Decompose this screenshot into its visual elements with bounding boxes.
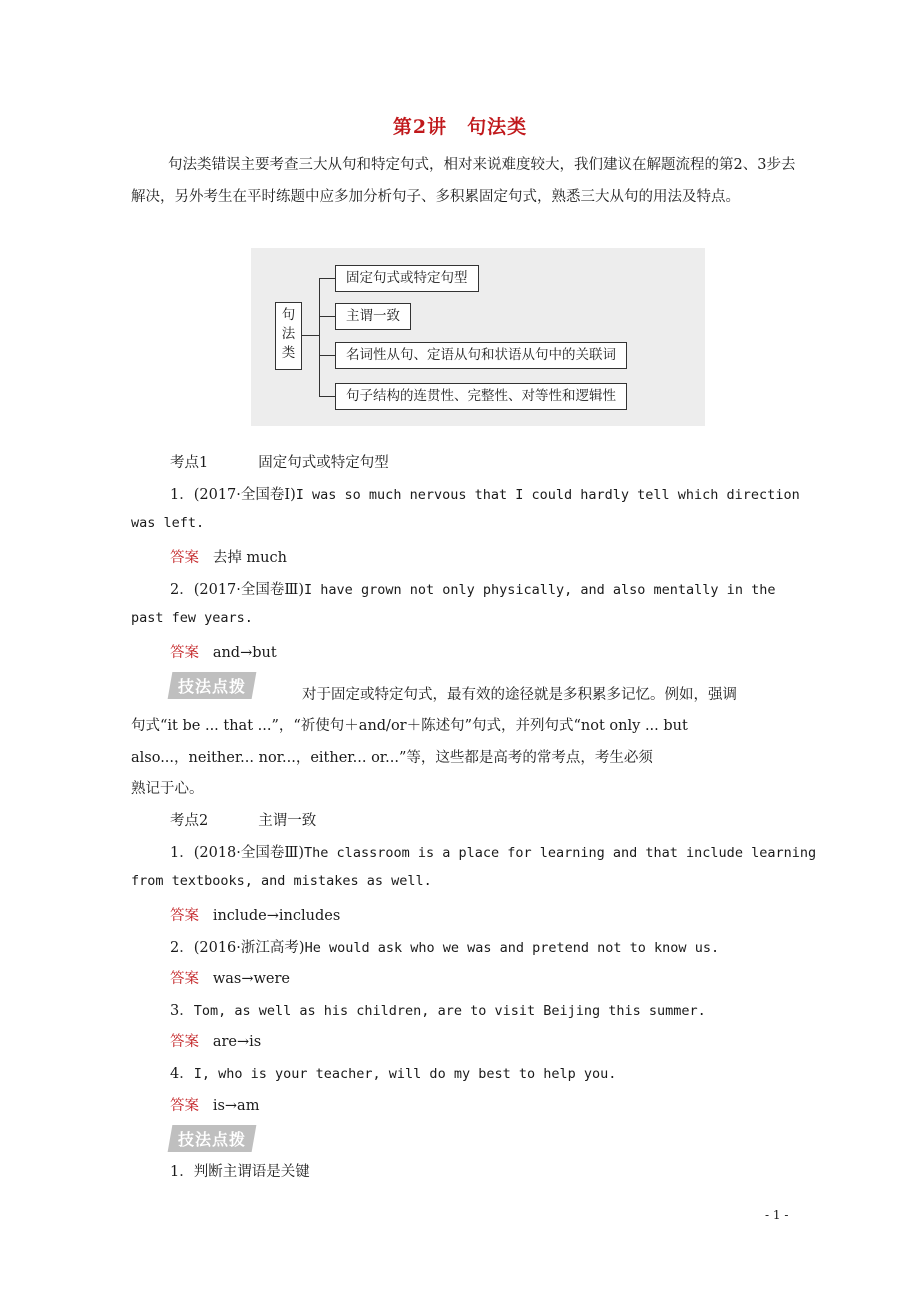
topic-heading-2: 考点2 主谓一致 (170, 813, 317, 829)
tip-badge: 技法点拨 (168, 1125, 257, 1152)
tip-line: 句式“it be ... that ...”，“祈使句＋and/or＋陈述句”句式，并列句式“not only ... but (131, 718, 688, 734)
connector-line (302, 335, 319, 336)
question-line: 2．(2017·全国卷Ⅲ)I have grown not only physically, and also mentally in the (170, 582, 776, 598)
diagram-branch: 句子结构的连贯性、完整性、对等性和逻辑性 (335, 383, 627, 410)
connector-line (319, 355, 335, 356)
connector-line (319, 278, 335, 279)
connector-line (319, 396, 335, 397)
diagram-branch: 固定句式或特定句型 (335, 265, 479, 292)
answer-line: 答案 was→were (170, 971, 290, 987)
page-title: 第2讲 句法类 (392, 116, 528, 138)
connector-line (319, 278, 320, 396)
question-line: 1．(2017·全国卷Ⅰ)I was so much nervous that I could hardly tell which direction (170, 487, 800, 503)
diagram-root-box: 句 法 类 (275, 302, 302, 370)
question-line: 4．I, who is your teacher, will do my best to help you. (170, 1066, 617, 1082)
intro-paragraph: 句法类错误主要考查三大从句和特定句式，相对来说难度较大，我们建议在解题流程的第2、3步去解决，另外考生在平时练题中应多加分析句子、多积累固定句式，熟悉三大从句的用法及特点。 (131, 157, 796, 205)
tip-line: 1．判断主谓语是关键 (170, 1164, 310, 1180)
diagram-branch: 名词性从句、定语从句和状语从句中的关联词 (335, 342, 627, 369)
answer-line: 答案 and→but (170, 645, 277, 661)
tip-line: 熟记于心。 (131, 781, 204, 797)
answer-line: 答案 is→am (170, 1098, 260, 1114)
connector-line (319, 316, 335, 317)
question-line: 3．Tom, as well as his children, are to visit Beijing this summer. (170, 1003, 706, 1019)
topic-heading-1: 考点1 固定句式或特定句型 (170, 455, 389, 471)
tip-badge: 技法点拨 (168, 672, 257, 699)
tip-line: also...，neither... nor...，either... or...”等，这些都是高考的常考点，考生必须 (131, 750, 653, 766)
question-line: from textbooks, and mistakes as well. (131, 873, 432, 889)
question-line: past few years. (131, 610, 253, 626)
tip-line: 对于固定或特定句式，最有效的途径就是多积累多记忆。例如，强调 (302, 687, 737, 703)
answer-line: 答案 are→is (170, 1034, 262, 1050)
answer-line: 答案 include→includes (170, 908, 341, 924)
question-line: was left. (131, 515, 205, 531)
syntax-category-diagram (251, 248, 705, 426)
question-line: 2．(2016·浙江高考)He would ask who we was and pretend not to know us. (170, 940, 720, 956)
diagram-branch: 主谓一致 (335, 303, 411, 330)
page-number: - 1 - (765, 1208, 789, 1222)
question-line: 1．(2018·全国卷Ⅲ)The classroom is a place for learning and that include learning (170, 845, 817, 861)
answer-line: 答案 去掉 much (170, 550, 287, 566)
